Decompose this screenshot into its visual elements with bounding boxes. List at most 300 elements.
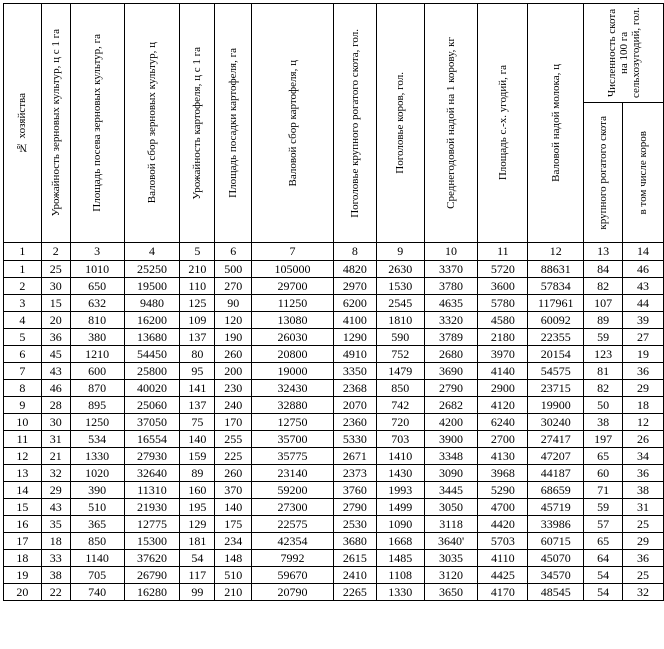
table-cell: 9480 — [124, 295, 180, 312]
table-cell: 99 — [180, 584, 215, 601]
table-cell: 3640' — [424, 533, 478, 550]
table-cell: 14 — [4, 482, 42, 499]
table-cell: 1993 — [376, 482, 424, 499]
table-cell: 4100 — [333, 312, 376, 329]
table-cell: 2545 — [376, 295, 424, 312]
table-cell: 1108 — [376, 567, 424, 584]
table-cell: 29 — [623, 380, 664, 397]
table-cell: 33 — [41, 550, 70, 567]
table-row — [4, 567, 664, 584]
table-cell: 80 — [180, 346, 215, 363]
table-cell: 2900 — [478, 380, 528, 397]
table-cell: 82 — [584, 380, 623, 397]
table-cell: 137 — [180, 397, 215, 414]
table-cell: 13680 — [124, 329, 180, 346]
table-cell: 37050 — [124, 414, 180, 431]
column-number-cell: 5 — [180, 243, 215, 261]
table-cell: 20154 — [528, 346, 584, 363]
table-cell: 13080 — [252, 312, 334, 329]
table-cell: 3600 — [478, 278, 528, 295]
table-cell: 15 — [41, 295, 70, 312]
header-potato-yield: Урожайность картофеля, ц с 1 га — [180, 4, 215, 243]
table-cell: 5703 — [478, 533, 528, 550]
table-cell: 895 — [70, 397, 124, 414]
table-cell: 2790 — [333, 499, 376, 516]
table-cell: 33986 — [528, 516, 584, 533]
table-cell: 3760 — [333, 482, 376, 499]
header-milk-gross: Валовой надой молока, ц — [528, 4, 584, 243]
table-cell: 25800 — [124, 363, 180, 380]
table-cell: 105000 — [252, 261, 334, 278]
table-cell: 4425 — [478, 567, 528, 584]
table-cell: 7992 — [252, 550, 334, 567]
table-row — [4, 278, 664, 295]
table-cell: 32 — [623, 584, 664, 601]
header-livestock-density: Численность скота на 100 га сельхозугодий, гол. — [584, 4, 664, 103]
table-cell: 270 — [215, 278, 252, 295]
table-cell: 3035 — [424, 550, 478, 567]
table-cell: 18 — [4, 550, 42, 567]
table-cell: 21 — [41, 448, 70, 465]
table-cell: 89 — [584, 312, 623, 329]
column-number-cell: 1 — [4, 243, 42, 261]
table-cell: 20 — [4, 584, 42, 601]
table-cell: 650 — [70, 278, 124, 295]
table-cell: 35700 — [252, 431, 334, 448]
table-cell: 22 — [41, 584, 70, 601]
table-cell: 26 — [623, 431, 664, 448]
table-cell: 3090 — [424, 465, 478, 482]
column-number-cell: 7 — [252, 243, 334, 261]
table-cell: 26790 — [124, 567, 180, 584]
table-cell: 54 — [584, 584, 623, 601]
table-row — [4, 397, 664, 414]
table-cell: 18 — [623, 397, 664, 414]
header-grain-gross: Валовой сбор зерновых культур, ц — [124, 4, 180, 243]
table-cell: 600 — [70, 363, 124, 380]
table-cell: 43 — [623, 278, 664, 295]
table-cell: 120 — [215, 312, 252, 329]
table-cell: 1668 — [376, 533, 424, 550]
table-row — [4, 380, 664, 397]
table-cell: 117961 — [528, 295, 584, 312]
table-cell: 117 — [180, 567, 215, 584]
table-cell: 36 — [41, 329, 70, 346]
table-cell: 3 — [4, 295, 42, 312]
table-cell: 21930 — [124, 499, 180, 516]
table-cell: 2180 — [478, 329, 528, 346]
table-cell: 12775 — [124, 516, 180, 533]
table-cell: 703 — [376, 431, 424, 448]
table-cell: 46 — [41, 380, 70, 397]
table-cell: 11250 — [252, 295, 334, 312]
table-cell: 2615 — [333, 550, 376, 567]
table-cell: 25 — [41, 261, 70, 278]
header-farm-number: № хозяйства — [4, 4, 42, 243]
table-cell: 18 — [41, 533, 70, 550]
table-cell: 39 — [623, 312, 664, 329]
table-cell: 8 — [4, 380, 42, 397]
table-cell: 75 — [180, 414, 215, 431]
table-cell: 28 — [41, 397, 70, 414]
table-cell: 19 — [4, 567, 42, 584]
table-cell: 365 — [70, 516, 124, 533]
column-number-cell: 4 — [124, 243, 180, 261]
table-cell: 54 — [180, 550, 215, 567]
table-cell: 4 — [4, 312, 42, 329]
table-cell: 137 — [180, 329, 215, 346]
table-cell: 2700 — [478, 431, 528, 448]
table-row — [4, 363, 664, 380]
table-cell: 16200 — [124, 312, 180, 329]
table-row — [4, 584, 664, 601]
table-cell: 35 — [41, 516, 70, 533]
table-cell: 22575 — [252, 516, 334, 533]
table-cell: 45719 — [528, 499, 584, 516]
table-cell: 210 — [180, 261, 215, 278]
table-cell: 4420 — [478, 516, 528, 533]
table-cell: 15 — [4, 499, 42, 516]
table-cell: 370 — [215, 482, 252, 499]
table-cell: 4120 — [478, 397, 528, 414]
table-cell: 195 — [180, 499, 215, 516]
table-cell: 1 — [4, 261, 42, 278]
table-cell: 1330 — [70, 448, 124, 465]
table-cell: 89 — [180, 465, 215, 482]
header-grain-area: Площадь посева зерновых культур, га — [70, 4, 124, 243]
table-cell: 68659 — [528, 482, 584, 499]
table-cell: 160 — [180, 482, 215, 499]
table-cell: 59 — [584, 329, 623, 346]
table-cell: 11310 — [124, 482, 180, 499]
table-cell: 4700 — [478, 499, 528, 516]
header-potato-gross: Валовой сбор картофеля, ц — [252, 4, 334, 243]
table-cell: 2530 — [333, 516, 376, 533]
table-cell: 34 — [623, 448, 664, 465]
table-cell: 57834 — [528, 278, 584, 295]
table-cell: 65 — [584, 448, 623, 465]
table-cell: 175 — [215, 516, 252, 533]
table-cell: 197 — [584, 431, 623, 448]
header-farmland-area: Площадь с.-х. угодий, га — [478, 4, 528, 243]
table-cell: 50 — [584, 397, 623, 414]
table-cell: 60715 — [528, 533, 584, 550]
table-cell: 3370 — [424, 261, 478, 278]
table-cell: 1430 — [376, 465, 424, 482]
table-cell: 84 — [584, 261, 623, 278]
table-cell: 3348 — [424, 448, 478, 465]
table-cell: 43 — [41, 363, 70, 380]
table-cell: 2671 — [333, 448, 376, 465]
table-cell: 590 — [376, 329, 424, 346]
table-cell: 210 — [215, 584, 252, 601]
table-cell: 30 — [41, 278, 70, 295]
table-cell: 12750 — [252, 414, 334, 431]
table-cell: 1290 — [333, 329, 376, 346]
table-cell: 38 — [623, 482, 664, 499]
table-cell: 1530 — [376, 278, 424, 295]
table-cell: 16554 — [124, 431, 180, 448]
table-row — [4, 550, 664, 567]
table-cell: 510 — [215, 567, 252, 584]
table-cell: 38 — [41, 567, 70, 584]
table-cell: 22355 — [528, 329, 584, 346]
table-cell: 32 — [41, 465, 70, 482]
table-cell: 47207 — [528, 448, 584, 465]
table-cell: 200 — [215, 363, 252, 380]
table-cell: 510 — [70, 499, 124, 516]
table-cell: 255 — [215, 431, 252, 448]
table-cell: 37620 — [124, 550, 180, 567]
table-cell: 42354 — [252, 533, 334, 550]
table-cell: 181 — [180, 533, 215, 550]
table-cell: 234 — [215, 533, 252, 550]
table-row — [4, 465, 664, 482]
table-cell: 2 — [4, 278, 42, 295]
table-cell: 2368 — [333, 380, 376, 397]
table-cell: 36 — [623, 550, 664, 567]
table-cell: 1499 — [376, 499, 424, 516]
table-cell: 27930 — [124, 448, 180, 465]
table-cell: 36 — [623, 465, 664, 482]
table-cell: 380 — [70, 329, 124, 346]
table-cell: 43 — [41, 499, 70, 516]
table-cell: 4910 — [333, 346, 376, 363]
table-cell: 32640 — [124, 465, 180, 482]
table-cell: 720 — [376, 414, 424, 431]
table-cell: 109 — [180, 312, 215, 329]
table-cell: 44 — [623, 295, 664, 312]
table-cell: 20 — [41, 312, 70, 329]
table-cell: 5290 — [478, 482, 528, 499]
table-cell: 36 — [623, 363, 664, 380]
table-cell: 5720 — [478, 261, 528, 278]
table-cell: 29 — [41, 482, 70, 499]
table-cell: 57 — [584, 516, 623, 533]
table-cell: 54575 — [528, 363, 584, 380]
table-cell: 140 — [215, 499, 252, 516]
table-cell: 534 — [70, 431, 124, 448]
table-cell: 3320 — [424, 312, 478, 329]
table-cell: 3650 — [424, 584, 478, 601]
table-cell: 13 — [4, 465, 42, 482]
table-cell: 1250 — [70, 414, 124, 431]
table-cell: 23715 — [528, 380, 584, 397]
table-cell: 12 — [623, 414, 664, 431]
table-cell: 632 — [70, 295, 124, 312]
table-cell: 1010 — [70, 261, 124, 278]
table-cell: 3445 — [424, 482, 478, 499]
table-cell: 1140 — [70, 550, 124, 567]
table-cell: 148 — [215, 550, 252, 567]
table-cell: 1479 — [376, 363, 424, 380]
table-cell: 260 — [215, 465, 252, 482]
column-number-cell: 6 — [215, 243, 252, 261]
table-cell: 705 — [70, 567, 124, 584]
table-cell: 34570 — [528, 567, 584, 584]
table-row — [4, 312, 664, 329]
table-cell: 6240 — [478, 414, 528, 431]
table-cell: 29700 — [252, 278, 334, 295]
table-cell: 59 — [584, 499, 623, 516]
table-cell: 1020 — [70, 465, 124, 482]
table-cell: 59670 — [252, 567, 334, 584]
header-cattle-density: крупного рогатого скота — [584, 102, 623, 242]
table-cell: 4110 — [478, 550, 528, 567]
table-cell: 11 — [4, 431, 42, 448]
table-cell: 1090 — [376, 516, 424, 533]
table-cell: 54450 — [124, 346, 180, 363]
table-cell: 5330 — [333, 431, 376, 448]
table-row — [4, 346, 664, 363]
table-cell: 2373 — [333, 465, 376, 482]
table-cell: 850 — [70, 533, 124, 550]
column-number-cell: 8 — [333, 243, 376, 261]
table-cell: 65 — [584, 533, 623, 550]
table-cell: 3690 — [424, 363, 478, 380]
table-cell: 4140 — [478, 363, 528, 380]
table-cell: 3968 — [478, 465, 528, 482]
table-cell: 1410 — [376, 448, 424, 465]
table-cell: 20800 — [252, 346, 334, 363]
table-cell: 107 — [584, 295, 623, 312]
table-cell: 740 — [70, 584, 124, 601]
table-cell: 27417 — [528, 431, 584, 448]
table-cell: 4170 — [478, 584, 528, 601]
table-cell: 1330 — [376, 584, 424, 601]
header-milk-per-cow: Среднегодовой надой на 1 корову, кг — [424, 4, 478, 243]
table-cell: 15300 — [124, 533, 180, 550]
table-cell: 20790 — [252, 584, 334, 601]
table-cell: 140 — [180, 431, 215, 448]
table-cell: 125 — [180, 295, 215, 312]
table-cell: 71 — [584, 482, 623, 499]
table-cell: 32880 — [252, 397, 334, 414]
table-cell: 10 — [4, 414, 42, 431]
table-cell: 6 — [4, 346, 42, 363]
header-cow-count: Поголовье коров, гол. — [376, 4, 424, 243]
table-cell: 230 — [215, 380, 252, 397]
table-row — [4, 329, 664, 346]
table-cell: 25250 — [124, 261, 180, 278]
table-cell: 1210 — [70, 346, 124, 363]
table-row — [4, 295, 664, 312]
table-cell: 16280 — [124, 584, 180, 601]
table-cell: 27300 — [252, 499, 334, 516]
column-number-cell: 9 — [376, 243, 424, 261]
table-cell: 1810 — [376, 312, 424, 329]
farm-data-table — [3, 3, 664, 601]
table-cell: 4580 — [478, 312, 528, 329]
table-cell: 19900 — [528, 397, 584, 414]
table-cell: 4130 — [478, 448, 528, 465]
table-cell: 25 — [623, 516, 664, 533]
table-row — [4, 261, 664, 278]
table-cell: 141 — [180, 380, 215, 397]
table-cell: 82 — [584, 278, 623, 295]
table-cell: 44187 — [528, 465, 584, 482]
table-row — [4, 414, 664, 431]
table-row — [4, 431, 664, 448]
table-cell: 752 — [376, 346, 424, 363]
table-cell: 26030 — [252, 329, 334, 346]
table-cell: 3900 — [424, 431, 478, 448]
table-row — [4, 482, 664, 499]
table-cell: 129 — [180, 516, 215, 533]
table-cell: 2970 — [333, 278, 376, 295]
table-cell: 2630 — [376, 261, 424, 278]
table-cell: 2790 — [424, 380, 478, 397]
table-cell: 31 — [623, 499, 664, 516]
table-cell: 2680 — [424, 346, 478, 363]
table-cell: 40020 — [124, 380, 180, 397]
table-cell: 19 — [623, 346, 664, 363]
table-cell: 2682 — [424, 397, 478, 414]
table-row — [4, 448, 664, 465]
table-cell: 870 — [70, 380, 124, 397]
column-number-cell: 3 — [70, 243, 124, 261]
table-cell: 810 — [70, 312, 124, 329]
table-cell: 60 — [584, 465, 623, 482]
table-cell: 12 — [4, 448, 42, 465]
table-cell: 2410 — [333, 567, 376, 584]
table-cell: 3970 — [478, 346, 528, 363]
column-number-cell: 11 — [478, 243, 528, 261]
table-cell: 390 — [70, 482, 124, 499]
table-cell: 6200 — [333, 295, 376, 312]
table-cell: 59200 — [252, 482, 334, 499]
table-cell: 19500 — [124, 278, 180, 295]
table-cell: 1485 — [376, 550, 424, 567]
table-cell: 240 — [215, 397, 252, 414]
table-cell: 64 — [584, 550, 623, 567]
table-cell: 742 — [376, 397, 424, 414]
table-cell: 260 — [215, 346, 252, 363]
table-cell: 81 — [584, 363, 623, 380]
table-cell: 88631 — [528, 261, 584, 278]
table-cell: 159 — [180, 448, 215, 465]
table-cell: 3050 — [424, 499, 478, 516]
table-cell: 9 — [4, 397, 42, 414]
table-cell: 45070 — [528, 550, 584, 567]
header-potato-area: Площадь посадки картофеля, га — [215, 4, 252, 243]
table-cell: 95 — [180, 363, 215, 380]
table-cell: 3118 — [424, 516, 478, 533]
table-cell: 29 — [623, 533, 664, 550]
table-cell: 500 — [215, 261, 252, 278]
column-number-row — [4, 243, 664, 261]
table-cell: 190 — [215, 329, 252, 346]
table-cell: 7 — [4, 363, 42, 380]
table-cell: 3780 — [424, 278, 478, 295]
column-number-cell: 13 — [584, 243, 623, 261]
table-row — [4, 533, 664, 550]
table-cell: 225 — [215, 448, 252, 465]
table-cell: 35775 — [252, 448, 334, 465]
table-cell: 31 — [41, 431, 70, 448]
column-number-cell: 10 — [424, 243, 478, 261]
header-cattle-count: Поголовье крупного рогатого скота, гол. — [333, 4, 376, 243]
table-cell: 4820 — [333, 261, 376, 278]
table-row — [4, 516, 664, 533]
table-cell: 23140 — [252, 465, 334, 482]
table-cell: 2360 — [333, 414, 376, 431]
table-cell: 19000 — [252, 363, 334, 380]
table-cell: 90 — [215, 295, 252, 312]
table-cell: 25060 — [124, 397, 180, 414]
table-cell: 3680 — [333, 533, 376, 550]
table-cell: 46 — [623, 261, 664, 278]
